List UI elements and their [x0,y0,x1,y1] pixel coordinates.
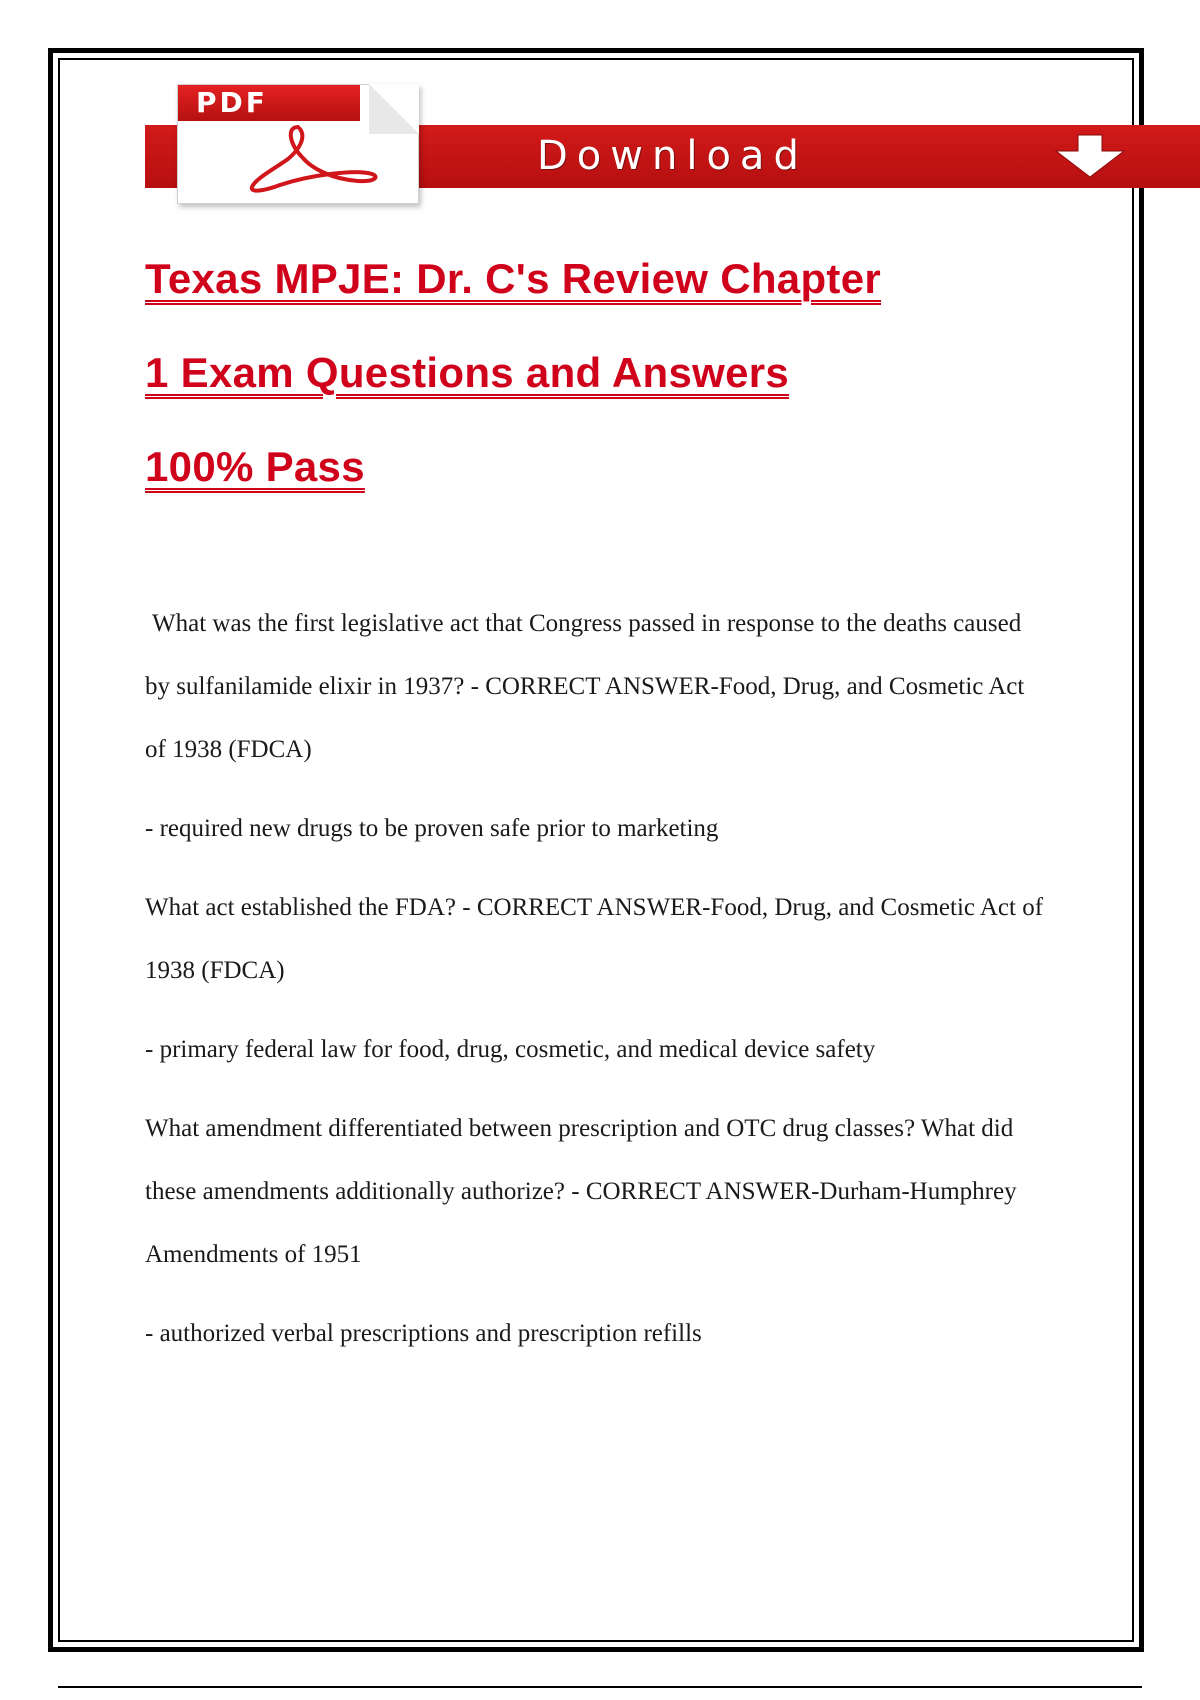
acrobat-logo-icon [240,123,390,195]
pdf-download-banner[interactable] [145,80,1200,205]
document-body [145,592,1045,1381]
answer-note: - primary federal law for food, drug, cosmetic, and medical device safety [145,1036,876,1063]
bottom-rule [58,1686,1142,1688]
question-paragraph: What was the first legislative act that Congress passed in response to the deaths caused by sulfanilamide elixir in 1937? - CORRECT ANSWER-Food, Drug, and Cosmetic Act of 1938 (FDCA) [145,610,1025,763]
document-title [145,232,1065,514]
pdf-document-graphic [177,84,419,204]
answer-note: - required new drugs to be proven safe prior to marketing [145,815,719,842]
download-arrow-icon [1050,133,1130,179]
question-paragraph: What amendment differentiated between prescription and OTC drug classes? What did these amendments additionally authorize? - CORRECT ANSWER-Durham-Humphrey Amendments of 1951 [145,1115,1017,1268]
title-line: 100% Pass [145,443,365,490]
answer-note: - authorized verbal prescriptions and prescription refills [145,1320,702,1347]
title-line: 1 Exam Questions and Answers [145,349,790,396]
download-label: Download [537,133,808,179]
title-line: Texas MPJE: Dr. C's Review Chapter [145,255,882,302]
pdf-tag: PDF [178,85,360,121]
question-paragraph: What act established the FDA? - CORRECT ANSWER-Food, Drug, and Cosmetic Act of 1938 (FDCA) [145,894,1044,984]
